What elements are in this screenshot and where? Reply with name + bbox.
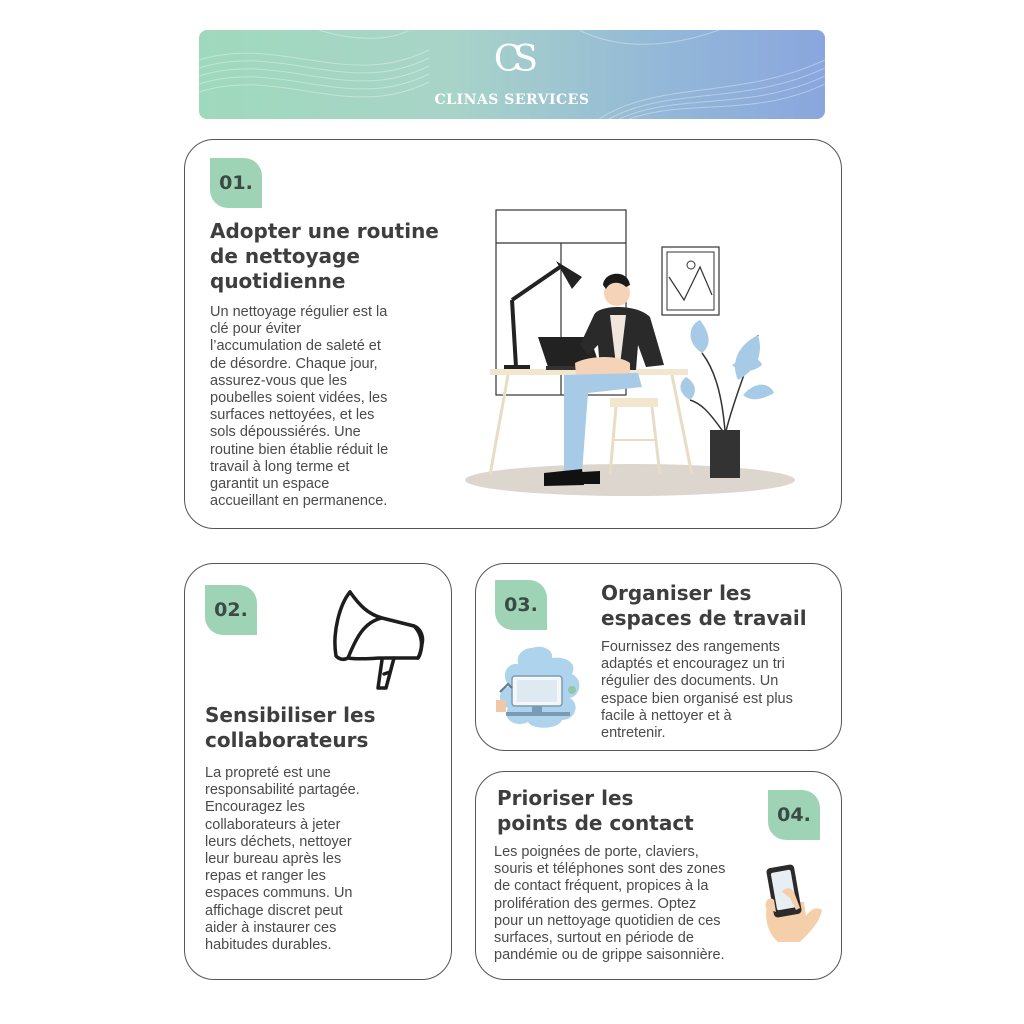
hand-holding-phone-illustration xyxy=(760,862,826,944)
card-sensibiliser-title: Sensibiliser les collaborateurs xyxy=(205,703,376,752)
card-routine-title: Adopter une routine de nettoyage quotidienne xyxy=(210,219,439,293)
step-number-01: 01. xyxy=(210,158,262,208)
workspace-desk-illustration xyxy=(492,644,582,730)
logo: CS xyxy=(493,39,531,80)
brand-name: CLINAS SERVICES xyxy=(434,92,590,108)
card-routine-text: Un nettoyage régulier est la clé pour éviter l’accumulation de saleté et de désordre. Chaque jour, assurez-vous que les poubelles soient vidées, les surfaces nettoyées, et les sols dépoussiérés. Une routine bien établie réduit le travail à long terme et garantit un espace accueillant en permanence. xyxy=(210,304,389,510)
card-prioriser-title: Prioriser les points de contact xyxy=(497,786,694,835)
step-number-04: 04. xyxy=(768,790,820,840)
step-number-02: 02. xyxy=(205,585,257,635)
step-number-03: 03. xyxy=(495,580,547,630)
megaphone-icon xyxy=(322,584,430,692)
card-organiser-title: Organiser les espaces de travail xyxy=(601,581,807,630)
card-prioriser-text: Les poignées de porte, claviers, souris et téléphones sont des zones de contact fréquent, propices à la prolifération des germes. Optez pour un nettoyage quotidien de ces surfaces, surtout en période de pandémie ou de grippe saisonnière. xyxy=(494,844,726,964)
card-organiser-text: Fournissez des rangements adaptés et encouragez un tri régulier des documents. Un espace bien organisé est plus facile à nettoyer et à entretenir. xyxy=(601,639,793,742)
card-sensibiliser-text: La propreté est une responsabilité partagée. Encouragez les collaborateurs à jeter leurs déchets, nettoyer leur bureau après les repas et ranger les espaces communs. Un affichage discret peut aider à instaurer ces habitudes durables. xyxy=(205,765,360,954)
person-working-at-desk-illustration xyxy=(460,205,800,500)
